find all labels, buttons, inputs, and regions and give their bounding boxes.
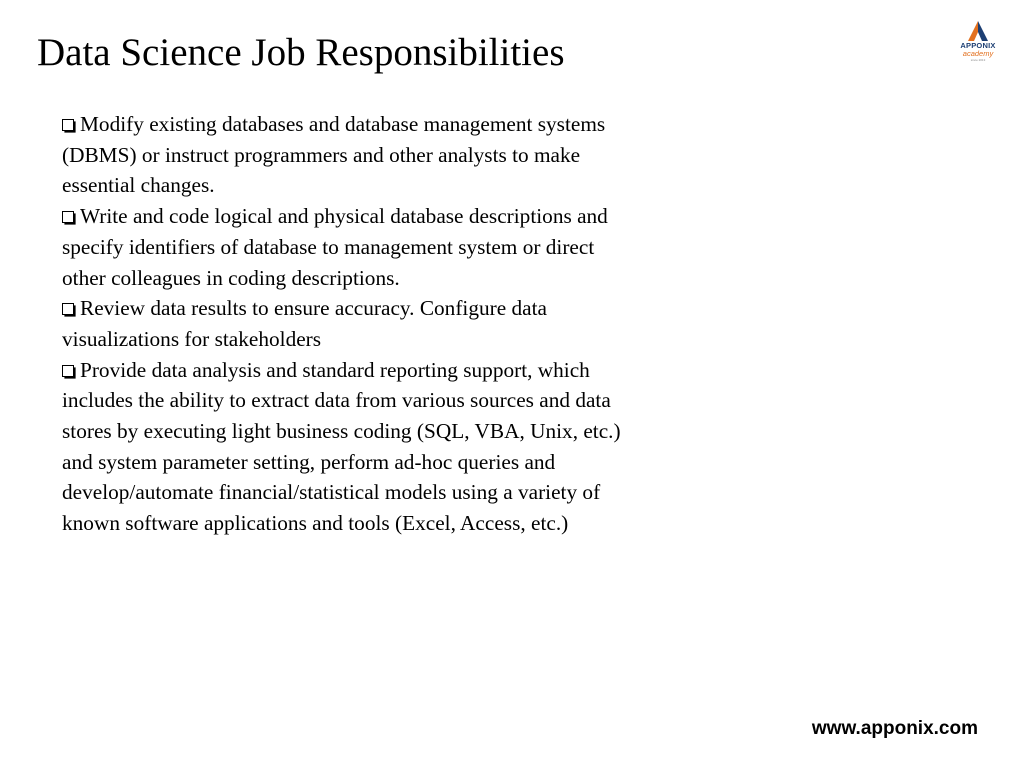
bullet-item — [62, 109, 642, 201]
apponix-logo — [948, 20, 1008, 76]
bullet-item — [62, 293, 642, 354]
checkbox-bullet-icon — [62, 365, 74, 377]
bullet-item — [62, 355, 642, 539]
apponix-logo-icon — [967, 20, 989, 42]
checkbox-bullet-icon — [62, 211, 74, 223]
bullet-text: Write and code logical and physical database descriptions and specify identifiers of database to management system or direct other colleagues in coding descriptions. — [62, 204, 608, 290]
slide-title: Data Science Job Responsibilities — [37, 31, 565, 74]
bullet-text: Modify existing databases and database management systems (DBMS) or instruct programmers and other analysts to make essential changes. — [62, 112, 606, 198]
logo-tagline: since 2013 — [970, 58, 986, 62]
bullet-item — [62, 201, 642, 293]
checkbox-bullet-icon — [62, 119, 74, 131]
logo-subtitle: academy — [962, 49, 994, 58]
logo-wordmark: APPONIX — [960, 41, 996, 50]
bullet-text: Provide data analysis and standard reporting support, which includes the ability to extract data from various sources and data stores by executing light business coding (SQL, VBA, Unix, etc.) and system parameter setting, perform ad-hoc queries and develop/automate financial/statistical models using a variety of known software applications and tools (Excel, Access, etc.) — [62, 357, 621, 536]
bullet-list — [62, 109, 642, 539]
bullet-text: Review data results to ensure accuracy. Configure data visualizations for stakeholders — [62, 296, 547, 351]
footer-website-link[interactable]: www.apponix.com — [811, 718, 978, 739]
checkbox-bullet-icon — [62, 303, 74, 315]
